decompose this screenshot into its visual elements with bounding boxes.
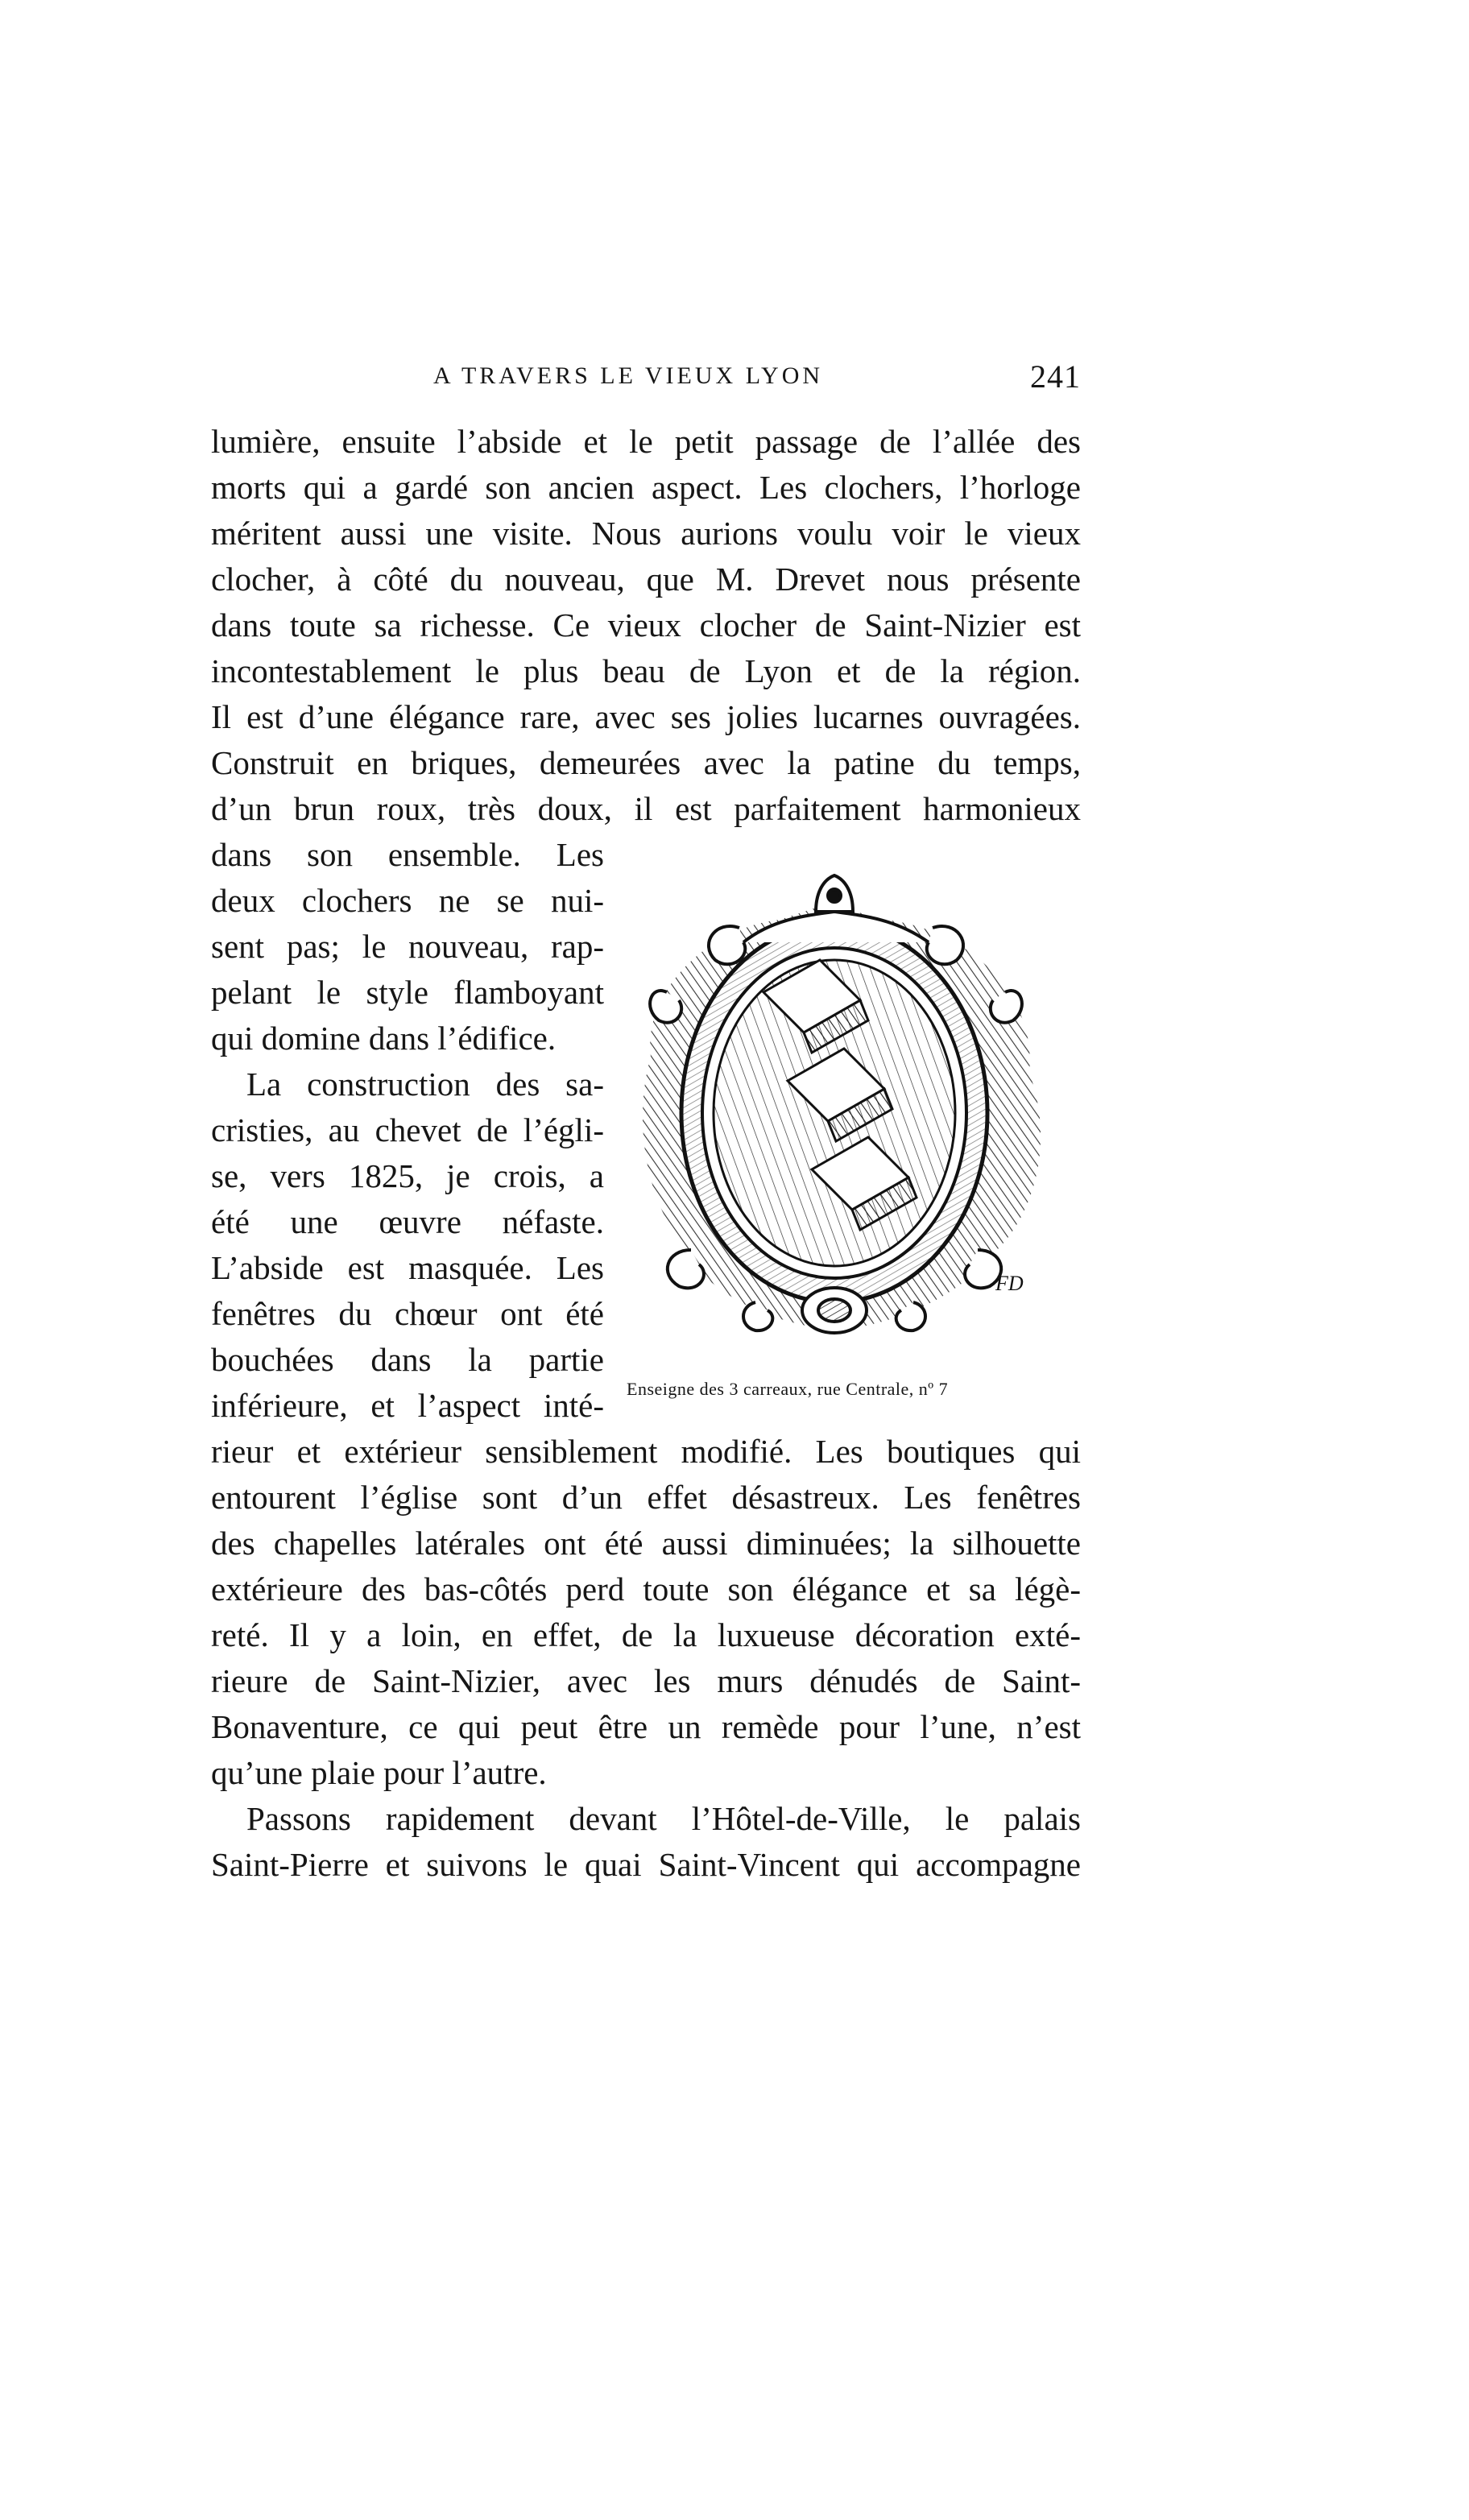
text-line: cristies, au chevet de l’égli- [211,1111,604,1148]
text-line: La construction des sa- [246,1066,604,1103]
text-line: dans son ensemble. Les [211,836,604,873]
text-line: se, vers 1825, je crois, a [211,1157,604,1194]
text-line: sent pas; le nouveau, rap- [211,928,604,965]
text-line: deux clochers ne se nui- [211,882,604,919]
text-line: morts qui a gardé son ancien aspect. Les clochers, l’horloge [211,469,1081,506]
text-line: entourent l’église sont d’un effet désastreux. Les fenêtres [211,1479,1081,1516]
page-header [211,358,1081,409]
text-line: des chapelles latérales ont été aussi diminuées; la silhouette [211,1525,1081,1562]
text-line: inférieure, et l’aspect inté- [211,1387,604,1424]
text-line: Bonaventure, ce qui peut être un remède pour l’une, n’est [211,1708,1081,1745]
figure-caption: Enseigne des 3 carreaux, rue Centrale, nº 7 [627,1379,949,1399]
shield-engraving-icon [619,871,1066,1355]
running-title: A TRAVERS LE VIEUX LYON [433,362,824,389]
text-line: incontestablement le plus beau de Lyon et de la région. [211,652,1081,689]
text-line: rieure de Saint-Nizier, avec les murs dénudés de Saint- [211,1662,1081,1699]
text-line: Construit en briques, demeurées avec la patine du temps, [211,744,1081,781]
text-line: Saint-Pierre et suivons le quai Saint-Vincent qui accompagne [211,1846,1081,1883]
text-line: Passons rapidement devant l’Hôtel-de-Ville, le palais [246,1800,1081,1837]
text-line: extérieure des bas-côtés perd toute son élégance et sa légè- [211,1570,1081,1608]
text-line: été une œuvre néfaste. [211,1203,604,1240]
text-line: d’un brun roux, très doux, il est parfaitement harmonieux [211,790,1081,827]
text-line: reté. Il y a loin, en effet, de la luxueuse décoration exté- [211,1616,1081,1653]
text-line: rieur et extérieur sensiblement modifié. Les boutiques qui [211,1433,1081,1470]
page-number: 241 [1030,358,1081,395]
text-line: Il est d’une élégance rare, avec ses jolies lucarnes ouvragées. [211,698,1081,735]
text-line: fenêtres du chœur ont été [211,1295,604,1332]
text-line: lumière, ensuite l’abside et le petit passage de l’allée des [211,423,1081,460]
text-line: L’abside est masquée. Les [211,1249,604,1286]
text-line: méritent aussi une visite. Nous aurions voulu voir le vieux [211,515,1081,552]
text-line: pelant le style flamboyant [211,974,604,1011]
text-line: bouchées dans la partie [211,1341,604,1378]
text-line: dans toute sa richesse. Ce vieux clocher de Saint-Nizier est [211,606,1081,643]
text-line: clocher, à côté du nouveau, que M. Drevet nous présente [211,561,1081,598]
text-line: qu’une plaie pour l’autre. [211,1754,547,1791]
engraver-monogram: FD [995,1272,1024,1295]
text-line: qui domine dans l’édifice. [211,1020,557,1057]
cartouche-illustration [619,871,1066,1355]
